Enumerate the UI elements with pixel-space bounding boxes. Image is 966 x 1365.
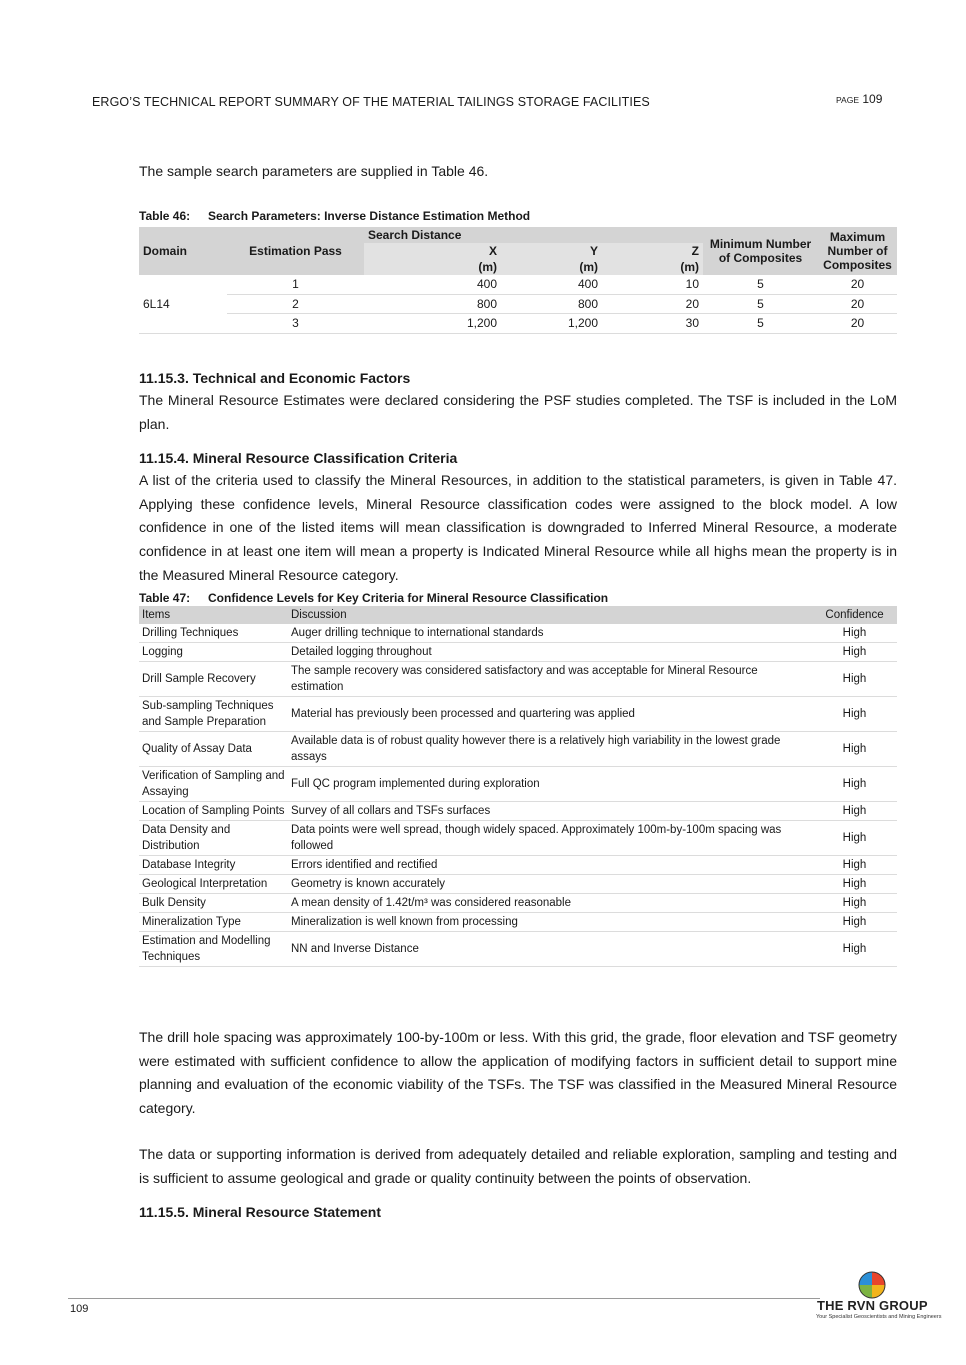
y-cell: 1,200 [501,314,602,334]
table-row [139,314,897,334]
confidence-cell: High [812,894,897,913]
footer-page-number: 109 [70,1303,89,1315]
item-cell: Bulk Density [139,894,288,913]
item-cell: Drilling Techniques [139,624,288,643]
technical-economic-paragraph: The Mineral Resource Estimates were declared considering the PSF studies completed. The TSF is included in the LoM plan. [139,392,897,432]
page-tag [836,92,882,106]
data-support-paragraph: The data or supporting information is derived from adequately detailed and reliable exploration, sampling and testing and is sufficient to assume geological and grade or quality continuity between the points of observation. [139,1146,897,1186]
intro-paragraph: The sample search parameters are supplied in Table 46. [139,163,489,179]
confidence-cell: High [812,821,897,856]
confidence-cell: High [812,624,897,643]
item-cell: Data Density and Distribution [139,821,288,856]
item-cell: Sub-sampling Techniques and Sample Preparation [139,697,288,732]
confidence-cell: High [812,875,897,894]
header-z-unit: (m) [602,259,703,275]
footer-divider [68,1298,820,1299]
report-header-title: ERGO’S TECHNICAL REPORT SUMMARY OF THE MATERIAL TAILINGS STORAGE FACILITIES [92,95,650,109]
section-heading-technical-economic: 11.15.3. Technical and Economic Factors [139,370,411,386]
header-domain: Domain [139,227,227,275]
item-cell: Geological Interpretation [139,875,288,894]
z-cell: 20 [602,294,703,314]
table47-caption-number: Table 47: [139,591,191,605]
header-x: X [364,243,501,259]
table-row [139,624,897,643]
confidence-cell: High [812,662,897,697]
min-cell: 5 [703,275,818,294]
table46-caption-text: Search Parameters: Inverse Distance Estimation Method [208,209,531,223]
confidence-cell: High [812,767,897,802]
drill-spacing-paragraph: The drill hole spacing was approximately 100-by-100m or less. With this grid, the grade, floor elevation and TSF geometry were estimated with sufficient confidence to allow the application of modifying factors in sufficient detail to support mine planning and evaluation of the economic viability of the TSFs. The TSF was classified in the Measured Mineral Resource category. [139,1029,897,1117]
table-row [139,913,897,932]
search-parameters-table [139,227,897,334]
table-row [139,732,897,767]
table46-caption [139,209,530,223]
header-confidence: Confidence [812,606,897,624]
min-cell: 5 [703,294,818,314]
pass-cell: 2 [227,294,364,314]
item-cell: Mineralization Type [139,913,288,932]
header-z: Z [602,243,703,259]
discussion-cell: The sample recovery was considered satisfactory and was acceptable for Mineral Resource estimation [288,662,812,697]
confidence-levels-table [139,606,897,967]
pass-cell: 3 [227,314,364,334]
table47-caption-text: Confidence Levels for Key Criteria for Mineral Resource Classification [208,591,609,605]
page-label: PAGE [836,95,859,105]
discussion-cell: Geometry is known accurately [288,875,812,894]
header-x-unit: (m) [364,259,501,275]
confidence-cell: High [812,732,897,767]
header-search-distance: Search Distance [364,227,703,243]
item-cell: Logging [139,643,288,662]
section-heading-resource-statement: 11.15.5. Mineral Resource Statement [139,1204,381,1220]
table-row [139,875,897,894]
discussion-cell: Mineralization is well known from processing [288,913,812,932]
section-heading-classification-criteria: 11.15.4. Mineral Resource Classification Criteria [139,450,458,466]
x-cell: 800 [364,294,501,314]
header-y-unit: (m) [501,259,602,275]
header-min-composites: Minimum Number of Composites [703,227,818,275]
logo-text: THE RVN GROUP [817,1298,928,1313]
max-cell: 20 [818,275,897,294]
discussion-cell: NN and Inverse Distance [288,932,812,967]
table-row [139,662,897,697]
z-cell: 10 [602,275,703,294]
table-row [139,821,897,856]
domain-cell: 6L14 [139,275,227,333]
y-cell: 800 [501,294,602,314]
item-cell: Drill Sample Recovery [139,662,288,697]
table-row [139,767,897,802]
max-cell: 20 [818,314,897,334]
discussion-cell: Auger drilling technique to international standards [288,624,812,643]
discussion-cell: A mean density of 1.42t/m³ was considered reasonable [288,894,812,913]
item-cell: Estimation and Modelling Techniques [139,932,288,967]
max-cell: 20 [818,294,897,314]
confidence-cell: High [812,643,897,662]
discussion-cell: Survey of all collars and TSFs surfaces [288,802,812,821]
header-estimation-pass: Estimation Pass [227,227,364,275]
table-row [139,932,897,967]
discussion-cell: Data points were well spread, though widely spaced. Approximately 100m-by-100m spacing was followed [288,821,812,856]
classification-criteria-paragraph: A list of the criteria used to classify the Mineral Resources, in addition to the statistical parameters, is given in Table 47. Applying these confidence levels, Mineral Resource classification codes were assigned to the block model. A low confidence in one of the listed items will mean classification is downgraded to Inferred Mineral Resource, a moderate confidence in at least one item will mean a property is Indicated Mineral Resource while all highs mean the property is in the Measured Mineral Resource category. [139,472,897,583]
discussion-cell: Available data is of robust quality however there is a relatively high variability in the lowest grade assays [288,732,812,767]
header-items: Items [139,606,288,624]
header-max-composites: Maximum Number of Composites [818,227,897,275]
item-cell: Database Integrity [139,856,288,875]
item-cell: Verification of Sampling and Assaying [139,767,288,802]
confidence-table-body [139,624,897,967]
logo-tagline: Your Specialist Geoscientists and Mining Engineers [816,1314,942,1320]
min-cell: 5 [703,314,818,334]
header-y: Y [501,243,602,259]
logo-emblem-icon [859,1272,885,1298]
confidence-cell: High [812,697,897,732]
table-row [139,894,897,913]
x-cell: 400 [364,275,501,294]
table46-caption-number: Table 46: [139,209,191,223]
table-row [139,294,897,314]
x-cell: 1,200 [364,314,501,334]
pass-cell: 1 [227,275,364,294]
table47-caption [139,591,608,605]
z-cell: 30 [602,314,703,334]
discussion-cell: Detailed logging throughout [288,643,812,662]
confidence-cell: High [812,856,897,875]
page-number-header: 109 [862,92,883,106]
confidence-cell: High [812,802,897,821]
discussion-cell: Errors identified and rectified [288,856,812,875]
confidence-cell: High [812,913,897,932]
y-cell: 400 [501,275,602,294]
item-cell: Location of Sampling Points [139,802,288,821]
table-row [139,856,897,875]
table-row [139,643,897,662]
discussion-cell: Full QC program implemented during exploration [288,767,812,802]
header-discussion: Discussion [288,606,812,624]
item-cell: Quality of Assay Data [139,732,288,767]
discussion-cell: Material has previously been processed and quartering was applied [288,697,812,732]
confidence-cell: High [812,932,897,967]
table-row [139,275,897,294]
table-row [139,802,897,821]
table-row [139,697,897,732]
